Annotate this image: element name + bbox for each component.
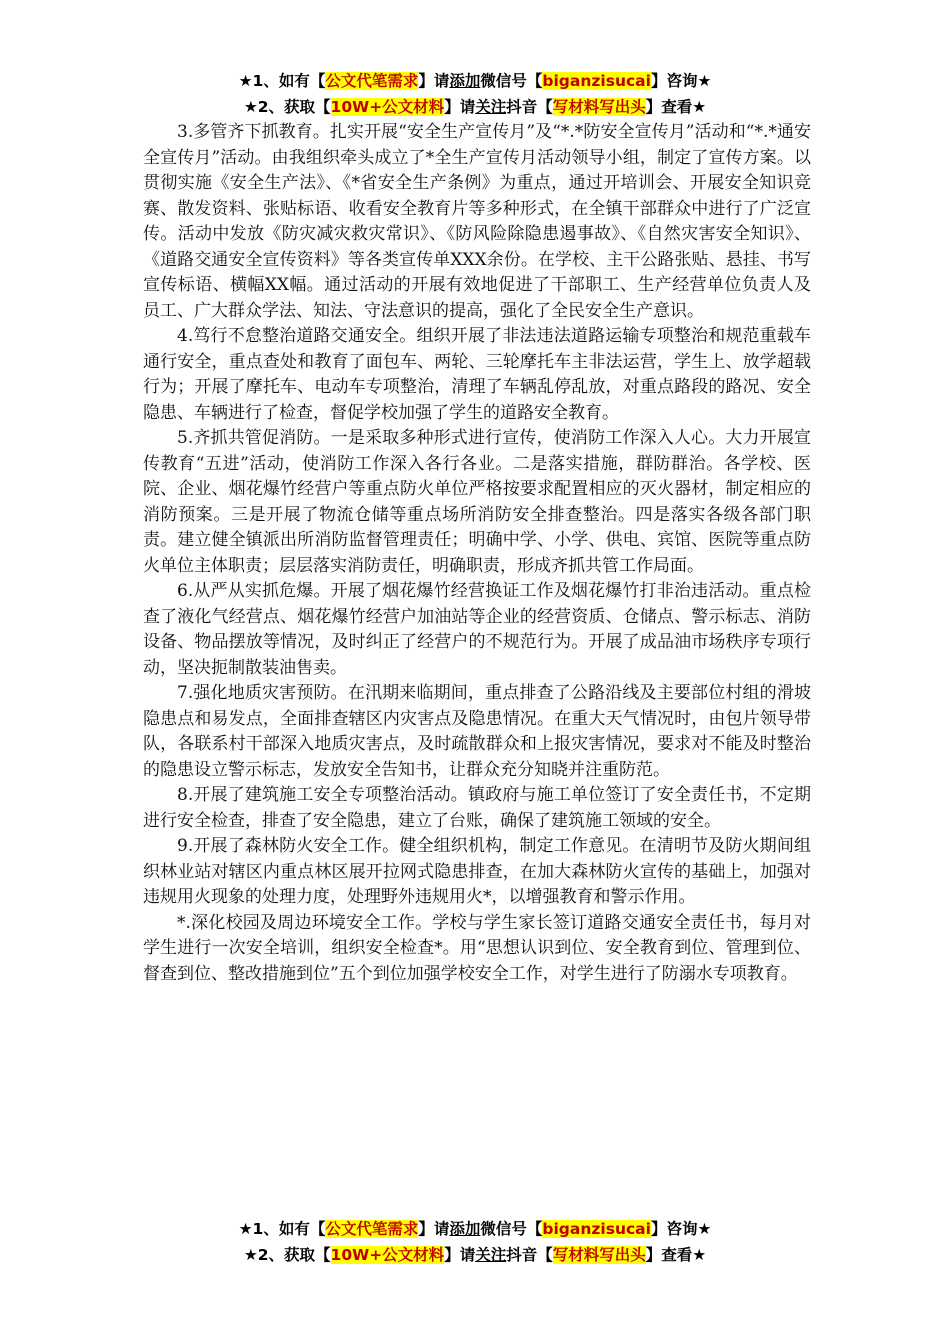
- emphasis-text: 关注: [475, 98, 507, 116]
- paragraph-10: *.深化校园及周边环境安全工作。学校与学生家长签订道路交通安全责任书，每月对学生进行一次安全培训，组织安全检查*。用“思想认识到位、安全教育到位、管理到位、督查到位、整改措施到位”五个到位加强学校安全工作，对学生进行了防溺水专项教育。: [143, 912, 811, 984]
- highlight-text: 写材料写出头: [552, 98, 646, 116]
- banner-text: 微信号【: [480, 72, 543, 90]
- highlight-text: biganzisucai: [542, 72, 651, 90]
- banner-text: 微信号【: [480, 1220, 543, 1238]
- highlight-text: biganzisucai: [542, 1220, 651, 1238]
- banner-text: 】请: [418, 72, 450, 90]
- banner-line-2: [0, 94, 950, 120]
- highlight-text: 公文代笔需求: [325, 72, 419, 90]
- banner-text: 抖音【: [506, 1246, 553, 1264]
- banner-text: 】咨询★: [650, 1220, 712, 1238]
- banner-text: 】查看★: [645, 98, 707, 116]
- banner-text: 】咨询★: [650, 72, 712, 90]
- paragraph-8: 8.开展了建筑施工安全专项整治活动。镇政府与施工单位签订了安全责任书，不定期进行安全检查，排查了安全隐患，建立了台账，确保了建筑施工领域的安全。: [143, 785, 811, 831]
- paragraph-3: 3.多管齐下抓教育。扎实开展“安全生产宣传月”及“*.*防安全宣传月”活动和“*.*通安全宣传月”活动。由我组织牵头成立了*全生产宣传月活动领导小组，制定了宣传方案。以贯彻实施《安全生产法》、《*省安全生产条例》为重点，通过开培训会、开展安全知识竞赛、散发资料、张贴标语、收看安全教育片等多种形式，在全镇干部群众中进行了广泛宣传。活动中发放《防灾减灾救灾常识》、《防风险除隐患遏事故》、《自然灾害安全知识》、《道路交通安全宣传资料》等各类宣传单XXX余份。在学校、主干公路张贴、悬挂、书写宣传标语、横幅XX幅。通过活动的开展有效地促进了干部职工、生产经营单位负责人及员工、广大群众学法、知法、守法意识的提高，强化了全民安全生产意识。: [143, 122, 811, 321]
- paragraph-4: 4.笃行不怠整治道路交通安全。组织开展了非法违法道路运输专项整治和规范重载车通行安全，重点查处和教育了面包车、两轮、三轮摩托车主非法运营，学生上、放学超载行为；开展了摩托车、电动车专项整治，清理了车辆乱停乱放，对重点路段的路况、安全隐患、车辆进行了检查，督促学校加强了学生的道路安全教育。: [143, 326, 811, 423]
- document-body: [143, 120, 811, 987]
- banner-text: 】请: [444, 1246, 476, 1264]
- banner-text: ★1、如有【: [238, 1220, 326, 1238]
- banner-text: ★2、获取【: [243, 98, 331, 116]
- banner-text: 抖音【: [506, 98, 553, 116]
- banner-line-2: [0, 1242, 950, 1268]
- paragraph-7: 7.强化地质灾害预防。在汛期来临期间，重点排查了公路沿线及主要部位村组的滑坡隐患点和易发点，全面排查辖区内灾害点及隐患情况。在重大天气情况时，由包片领导带队，各联系村干部深入地质灾害点，及时疏散群众和上报灾害情况，要求对不能及时整治的隐患设立警示标志，发放安全告知书，让群众充分知晓并注重防范。: [143, 683, 811, 780]
- paragraph-9: 9.开展了森林防火安全工作。健全组织机构，制定工作意见。在清明节及防火期间组织林业站对辖区内重点林区展开拉网式隐患排查，在加大森林防火宣传的基础上，加强对违规用火现象的处理力度，处理野外违规用火*，以增强教育和警示作用。: [143, 836, 811, 907]
- highlight-text: 10W+公文材料: [330, 98, 445, 116]
- banner-text: 】请: [444, 98, 476, 116]
- banner-text: ★1、如有【: [238, 72, 326, 90]
- banner-line-1: [0, 68, 950, 94]
- banner-line-1: [0, 1216, 950, 1242]
- highlight-text: 写材料写出头: [552, 1246, 646, 1264]
- banner-bottom: [0, 1216, 950, 1268]
- emphasis-text: 关注: [475, 1246, 507, 1264]
- paragraph-5: 5.齐抓共管促消防。一是采取多种形式进行宣传，使消防工作深入人心。大力开展宣传教育“五进”活动，使消防工作深入各行各业。二是落实措施，群防群治。各学校、医院、企业、烟花爆竹经营户等重点防火单位严格按要求配置相应的灭火器材，制定相应的消防预案。三是开展了物流仓储等重点场所消防安全排查整治。四是落实各级各部门职责。建立健全镇派出所消防监督管理责任；明确中学、小学、供电、宾馆、医院等重点防火单位主体职责；层层落实消防责任，明确职责，形成齐抓共管工作局面。: [143, 428, 811, 576]
- banner-top: [0, 68, 950, 120]
- banner-text: 】请: [418, 1220, 450, 1238]
- paragraph-6: 6.从严从实抓危爆。开展了烟花爆竹经营换证工作及烟花爆竹打非治违活动。重点检查了液化气经营点、烟花爆竹经营户加油站等企业的经营资质、仓储点、警示标志、消防设备、物品摆放等情况，及时纠正了经营户的不规范行为。开展了成品油市场秩序专项行动，坚决扼制散装油售卖。: [143, 581, 811, 678]
- highlight-text: 10W+公文材料: [330, 1246, 445, 1264]
- highlight-text: 公文代笔需求: [325, 1220, 419, 1238]
- emphasis-text: 添加: [449, 1220, 481, 1238]
- banner-text: 】查看★: [645, 1246, 707, 1264]
- emphasis-text: 添加: [449, 72, 481, 90]
- banner-text: ★2、获取【: [243, 1246, 331, 1264]
